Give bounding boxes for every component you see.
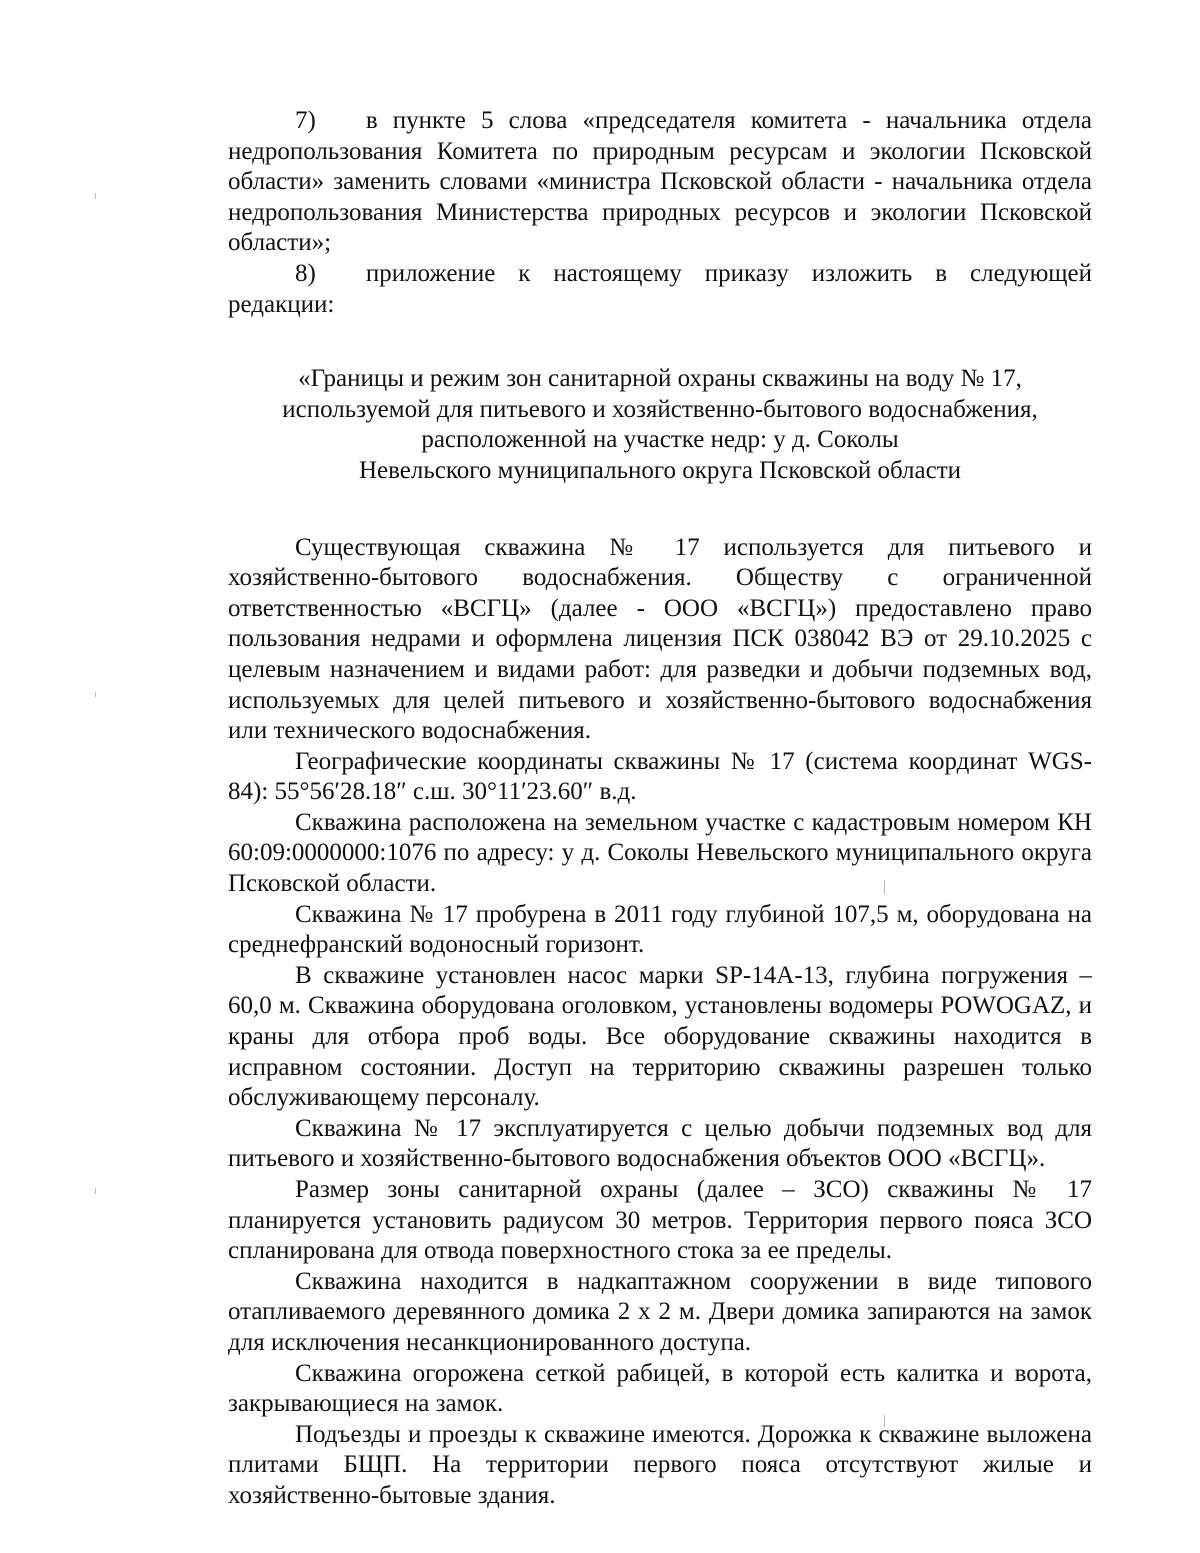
title-line: «Границы и режим зон санитарной охраны скважины на воду № 17,	[298, 365, 1022, 393]
paragraph-item-7: 7) в пункте 5 слова «председателя комитета - начальника отдела недропользования Комитета по природным ресурсам и экологии Псковской области» заменить словами «министра Псковской области - начальника отдела недропользования Министерства природных ресурсов и экологии Псковской области»;	[228, 107, 1092, 257]
paragraph-fence: Скважина огорожена сеткой рабицей, в которой есть калитка и ворота, закрывающиеся на замок.	[228, 1359, 1092, 1418]
paragraph-operation: Скважина № 17 эксплуатируется с целью добычи подземных вод для питьевого и хозяйственно-бытового водоснабжения объектов ООО «ВСГЦ».	[228, 1114, 1092, 1173]
title-line: используемой для питьевого и хозяйственно-бытового водоснабжения,	[282, 395, 1038, 423]
paragraph-structure: Скважина находится в надкаптажном сооружении в виде типового отапливаемого деревянного домика 2 х 2 м. Двери домика запираются на замок для исключения несанкционированного доступа.	[228, 1267, 1092, 1356]
title-line: расположенной на участке недр: у д. Соколы	[421, 426, 899, 454]
paragraph-item-8: 8) приложение к настоящему приказу изложить в следующей редакции:	[228, 259, 1092, 318]
paragraph-drilling: Скважина № 17 пробурена в 2011 году глубиной 107,5 м, оборудована на среднефранский водоносный горизонт.	[228, 900, 1092, 959]
paragraph-zone-size: Размер зоны санитарной охраны (далее – ЗСО) скважины № 17 планируется установить радиусом 30 метров. Территория первого пояса ЗСО спланирована для отвода поверхностного стока за ее пределы.	[228, 1176, 1092, 1265]
appendix-title	[228, 364, 1092, 486]
paragraph-existing-well: Существующая скважина № 17 используется для питьевого и хозяйственно-бытового водоснабжения. Обществу с ограниченной ответственностью «ВСГЦ» (далее - ООО «ВСГЦ») предоставлено право пользования недрами и оформлена лицензия ПСК 038042 ВЭ от 29.10.2025 с целевым назначением и видами работ: для разведки и добычи подземных вод, используемых для целей питьевого и хозяйственно-бытового водоснабжения или технического водоснабжения.	[228, 533, 1092, 745]
paragraph-equipment: В скважине установлен насос марки SP-14A-13, глубина погружения – 60,0 м. Скважина оборудована оголовком, установлены водомеры POWOGAZ, и краны для отбора проб воды. Все оборудование скважины находится в исправном состоянии. Доступ на территорию скважины разрешен только обслуживающему персоналу.	[228, 961, 1092, 1112]
title-line: Невельского муниципального округа Псковской области	[358, 456, 962, 484]
document-page	[228, 106, 1092, 1512]
paragraph-coordinates: Географические координаты скважины № 17 (система координат WGS-84): 55°56′28.18″ с.ш. 30°11′23.60″ в.д.	[228, 747, 1092, 806]
paragraph-access: Подъезды и проезды к скважине имеются. Дорожка к скважине выложена плитами БЩП. На территории первого пояса отсутствуют жилые и хозяйственно-бытовые здания.	[228, 1420, 1092, 1509]
paragraph-land-plot: Скважина расположена на земельном участке с кадастровым номером КН 60:09:0000000:1076 по адресу: у д. Соколы Невельского муниципального округа Псковской области.	[228, 808, 1092, 898]
